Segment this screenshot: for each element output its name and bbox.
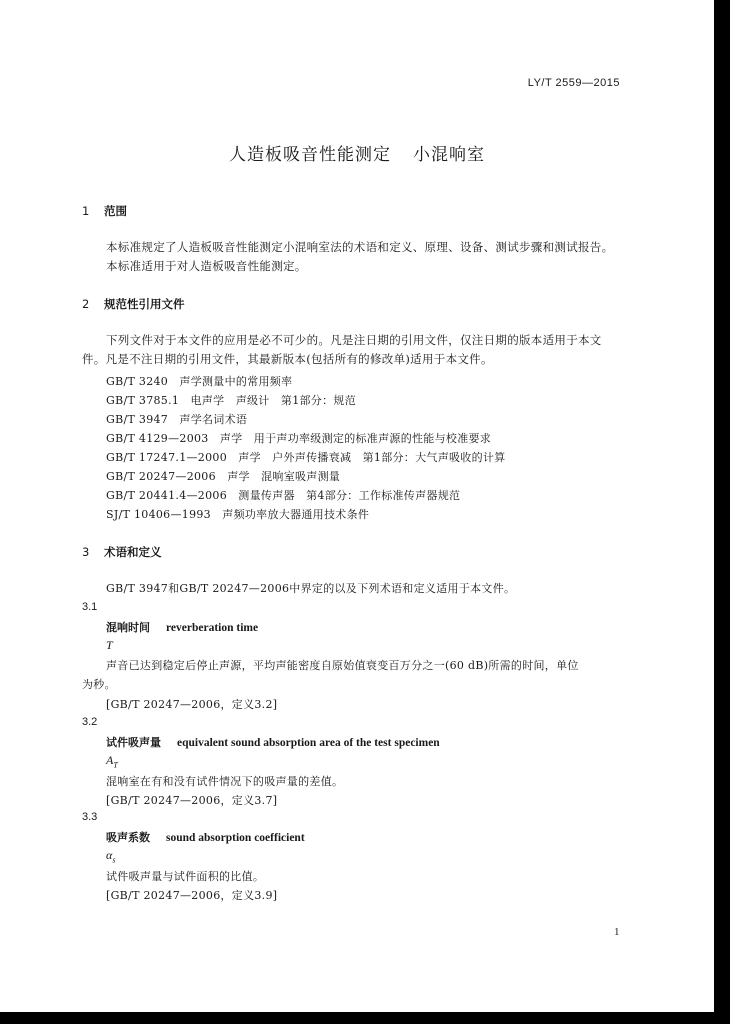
term-heading bbox=[106, 829, 305, 845]
term-number: 3.3 bbox=[82, 811, 98, 823]
section-heading-scope bbox=[82, 203, 127, 219]
reference-item: GB/T 20441.4—2006 测量传声器 第4部分：工作标准传声器规范 bbox=[106, 489, 461, 502]
reference-item: GB/T 4129—2003 声学 用于声功率级测定的标准声源的性能与校准要求 bbox=[106, 432, 492, 445]
section-title: 规范性引用文件 bbox=[104, 297, 185, 311]
section-heading-normative-references bbox=[82, 296, 185, 312]
reference-item: GB/T 17247.1—2000 声学 户外声传播衰减 第1部分：大气声吸收的计算 bbox=[106, 451, 506, 464]
reference-item: SJ/T 10406—1993 声频功率放大器通用技术条件 bbox=[106, 508, 370, 521]
document-title bbox=[0, 140, 714, 165]
term-symbol: T bbox=[106, 638, 113, 652]
term-english: reverberation time bbox=[166, 622, 259, 634]
term-symbol: $\alpha_s$ bbox=[106, 848, 116, 865]
term-symbol: $A_T$ bbox=[106, 753, 118, 770]
title-sub: 小混响室 bbox=[413, 145, 485, 165]
page-number: 1 bbox=[614, 926, 620, 938]
term-definition-line-1: 试件吸声量与试件面积的比值。 bbox=[106, 870, 265, 883]
section-title: 术语和定义 bbox=[104, 545, 162, 559]
scope-paragraph-2: 本标准适用于对人造板吸音性能测定。 bbox=[106, 259, 307, 273]
normative-intro-line-2: 件。凡是不注日期的引用文件，其最新版本(包括所有的修改单)适用于本文件。 bbox=[82, 352, 493, 366]
term-number: 3.2 bbox=[82, 716, 98, 728]
term-english: sound absorption coefficient bbox=[166, 832, 305, 844]
section-number: 3 bbox=[82, 545, 90, 559]
section-heading-terms-definitions bbox=[82, 544, 162, 560]
reference-item: GB/T 3240 声学测量中的常用频率 bbox=[106, 375, 293, 388]
scope-paragraph-1: 本标准规定了人造板吸音性能测定小混响室法的术语和定义、原理、设备、测试步骤和测试报告。 bbox=[106, 240, 614, 254]
term-chinese: 吸声系数 bbox=[106, 831, 150, 844]
section-number: 1 bbox=[82, 204, 90, 218]
term-heading bbox=[106, 619, 258, 635]
term-source: [GB/T 20247—2006，定义3.9] bbox=[106, 889, 278, 902]
term-source: [GB/T 20247—2006，定义3.7] bbox=[106, 794, 278, 807]
term-definition-line-1: 混响室在有和没有试件情况下的吸声量的差值。 bbox=[106, 775, 344, 788]
term-english: equivalent sound absorption area of the test specimen bbox=[177, 737, 440, 749]
section-number: 2 bbox=[82, 297, 90, 311]
term-heading bbox=[106, 734, 440, 750]
term-chinese: 试件吸声量 bbox=[106, 736, 161, 749]
term-number: 3.1 bbox=[82, 601, 98, 613]
normative-intro-line-1: 下列文件对于本文件的应用是必不可少的。凡是注日期的引用文件，仅注日期的版本适用于本文 bbox=[106, 333, 602, 347]
reference-item: GB/T 3785.1 电声学 声级计 第1部分：规范 bbox=[106, 394, 356, 407]
section-title: 范围 bbox=[104, 204, 127, 218]
term-chinese: 混响时间 bbox=[106, 621, 150, 634]
term-definition-line-1: 声音已达到稳定后停止声源，平均声能密度自原始值衰变百万分之一(60 dB)所需的时间，单位 bbox=[106, 659, 579, 672]
reference-item: GB/T 3947 声学名词术语 bbox=[106, 413, 248, 426]
title-main: 人造板吸音性能测定 bbox=[229, 145, 391, 165]
term-definition-line-2: 为秒。 bbox=[82, 678, 116, 691]
terms-intro: GB/T 3947和GB/T 20247—2006中界定的以及下列术语和定义适用于本文件。 bbox=[106, 582, 516, 595]
reference-item: GB/T 20247—2006 声学 混响室吸声测量 bbox=[106, 470, 341, 483]
term-source: [GB/T 20247—2006，定义3.2] bbox=[106, 698, 278, 711]
standard-code: LY/T 2559—2015 bbox=[527, 77, 620, 89]
